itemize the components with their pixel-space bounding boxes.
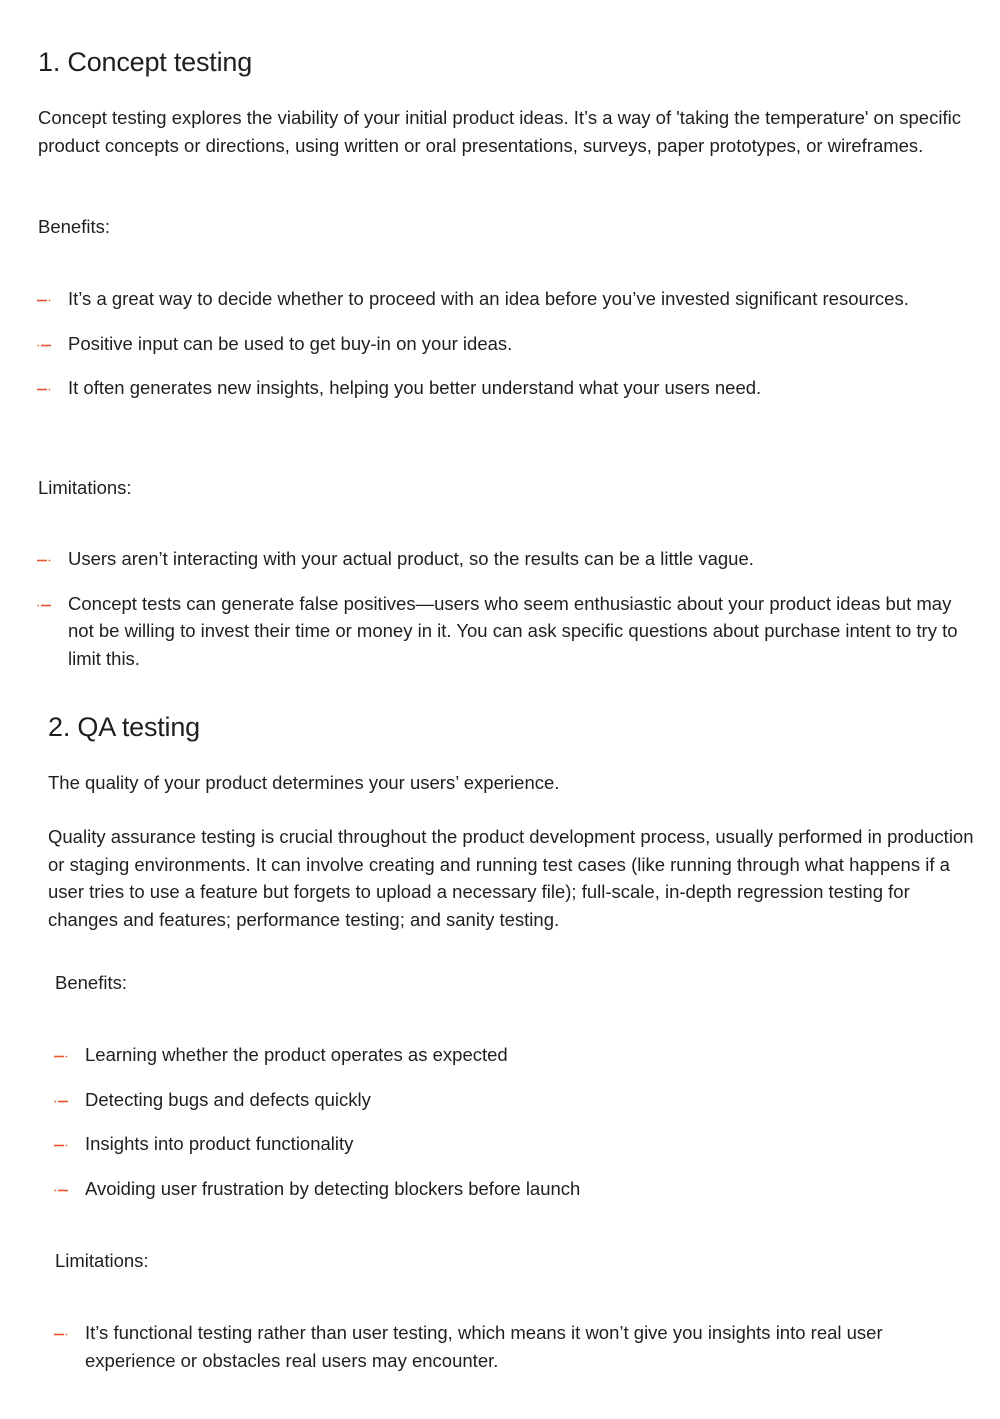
list-item: Learning whether the product operates as expected xyxy=(55,1041,935,1069)
list-item: Positive input can be used to get buy-in on your ideas. xyxy=(38,330,918,358)
section-2-limitations-list xyxy=(55,1319,965,1374)
list-item: Detecting bugs and defects quickly xyxy=(55,1086,935,1114)
section-1-limitations-list xyxy=(38,545,968,672)
dash-bullet-icon xyxy=(54,1331,68,1338)
list-item: Insights into product functionality xyxy=(55,1130,935,1158)
section-2-benefits-label: Benefits: xyxy=(55,972,127,993)
dash-bullet-icon xyxy=(37,602,51,609)
dash-bullet-icon xyxy=(37,386,51,393)
dash-bullet-icon xyxy=(54,1187,68,1194)
list-item: It often generates new insights, helping you better understand what your users need. xyxy=(38,374,918,402)
section-2-benefits-list xyxy=(55,1041,935,1202)
dash-bullet-icon xyxy=(54,1142,68,1149)
section-1-limitations-label: Limitations: xyxy=(38,477,132,498)
list-item: Concept tests can generate false positives—users who seem enthusiastic about your product ideas but may not be willing to invest their time or money in it. You can ask specific questions about purchase intent to try to limit this. xyxy=(38,590,968,673)
dash-bullet-icon xyxy=(54,1053,68,1060)
section-1-benefits-label: Benefits: xyxy=(38,216,110,237)
dash-bullet-icon xyxy=(37,342,51,349)
section-2-intro: The quality of your product determines your users’ experience. xyxy=(48,772,560,793)
section-1-benefits-list xyxy=(38,285,918,402)
list-item: Avoiding user frustration by detecting blockers before launch xyxy=(55,1175,935,1203)
section-1-intro: Concept testing explores the viability of your initial product ideas. It’s a way of 'taking the temperature' on specific product concepts or directions, using written or oral presentations, surveys, paper prototypes, or wireframes. xyxy=(38,107,961,156)
section-2-heading: 2. QA testing xyxy=(48,712,200,742)
list-item: It’s functional testing rather than user testing, which means it won’t give you insights into real user experience or obstacles real users may encounter. xyxy=(55,1319,965,1374)
section-1-heading: 1. Concept testing xyxy=(38,47,253,77)
list-item: It’s a great way to decide whether to proceed with an idea before you’ve invested significant resources. xyxy=(38,285,918,313)
dash-bullet-icon xyxy=(37,297,51,304)
section-2-description: Quality assurance testing is crucial throughout the product development process, usually performed in production or staging environments. It can involve creating and running test cases (like running through what happens if a user tries to use a feature but forgets to upload a necessary file); full-scale, in-depth regression testing for changes and features; performance testing; and sanity testing. xyxy=(48,826,974,930)
dash-bullet-icon xyxy=(54,1098,68,1105)
list-item: Users aren’t interacting with your actual product, so the results can be a little vague. xyxy=(38,545,968,573)
dash-bullet-icon xyxy=(37,557,51,564)
section-2-limitations-label: Limitations: xyxy=(55,1250,149,1271)
